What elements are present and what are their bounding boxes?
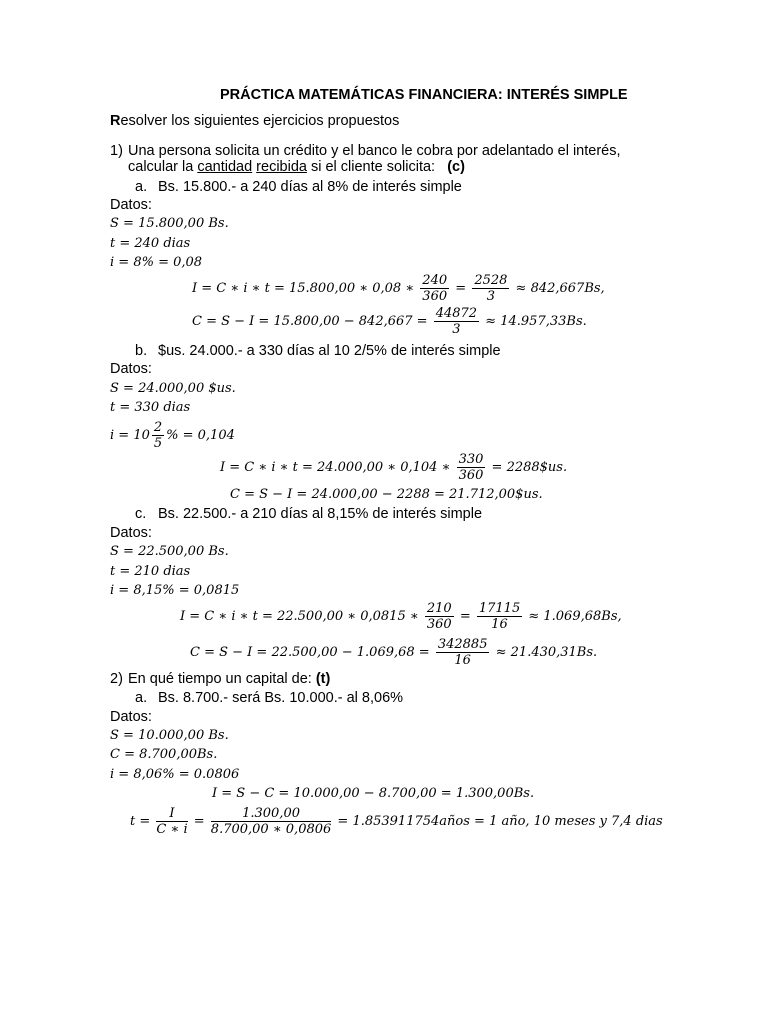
page-title: PRÁCTICA MATEMÁTICAS FINANCIERA: INTERÉS SIMPLE — [220, 87, 628, 103]
numerator: 210 — [426, 601, 452, 616]
formula-s: S = 10.000,00 Bs. — [110, 728, 229, 743]
formula-s: S = 15.800,00 Bs. — [110, 216, 229, 231]
problem-1-line1: Una persona solicita un crédito y el banco le cobra por adelantado el interés, — [128, 143, 621, 159]
numerator: 342885 — [437, 637, 488, 652]
eq-pre: t = — [130, 814, 151, 829]
problem-1-tag: (c) — [447, 159, 465, 175]
problem-2-text — [128, 670, 330, 688]
intro-initial: R — [110, 113, 121, 129]
underlined-recibida: recibida — [256, 159, 307, 175]
fraction — [156, 806, 187, 837]
formula-s: S = 24.000,00 $us. — [110, 381, 236, 396]
datos-label: Datos: — [110, 709, 152, 725]
item-1b-text: $us. 24.000.- a 330 días al 10 2/5% de interés simple — [158, 343, 501, 359]
numerator: 240 — [422, 273, 448, 288]
formula-i — [110, 420, 235, 451]
equation-time-2a — [130, 806, 663, 837]
denominator: 5 — [153, 436, 163, 451]
denominator: 3 — [452, 322, 461, 337]
problem-1-line2 — [128, 158, 465, 176]
denominator: 3 — [486, 289, 495, 304]
equation-interest-1c — [180, 601, 622, 632]
eq-post: ≈ 21.430,31Bs. — [495, 645, 598, 660]
equals: = — [455, 281, 467, 296]
numerator: 1.300,00 — [211, 806, 331, 822]
equals: = — [459, 609, 471, 624]
eq-post: = 1.853911754años = 1 año, 10 meses y 7,4 dias — [337, 814, 663, 829]
fraction — [472, 273, 509, 304]
formula-t: t = 210 dias — [110, 564, 191, 579]
fraction — [211, 806, 331, 837]
denominator: 16 — [491, 617, 508, 632]
denominator: 360 — [422, 289, 448, 304]
numerator: 44872 — [435, 306, 478, 321]
problem-1-line2-post: si el cliente solicita: — [306, 159, 436, 175]
problem-1-number: 1) — [110, 143, 123, 159]
fraction — [425, 601, 454, 632]
eq-pre: I = C ∗ i ∗ t = 22.500,00 ∗ 0,0815 ∗ — [180, 609, 419, 624]
problem-2-tag: (t) — [315, 671, 331, 687]
formula-t: t = 240 dias — [110, 236, 191, 251]
denominator: 8.700,00 ∗ 0,0806 — [210, 822, 332, 837]
item-1c-text: Bs. 22.500.- a 210 días al 8,15% de interés simple — [158, 506, 483, 522]
formula-i: i = 8% = 0,08 — [110, 255, 203, 270]
formula-c: C = 8.700,00Bs. — [110, 747, 218, 762]
fraction — [436, 637, 490, 668]
datos-label: Datos: — [110, 361, 152, 377]
eq-post: ≈ 1.069,68Bs, — [528, 609, 622, 624]
fraction — [420, 273, 449, 304]
formula-i: i = 8,06% = 0.0806 — [110, 767, 240, 782]
denominator: 360 — [458, 468, 484, 483]
fraction — [434, 306, 479, 337]
equation-interest-1b — [220, 452, 567, 483]
eq-pre: C = S − I = 15.800,00 − 842,667 = — [192, 314, 428, 329]
denominator: C ∗ i — [156, 822, 188, 837]
equation-interest-2a: I = S − C = 10.000,00 − 8.700,00 = 1.300,00Bs. — [212, 786, 535, 801]
numerator: 17115 — [478, 601, 521, 616]
problem-2-number: 2) — [110, 671, 123, 687]
eq-pre: I = C ∗ i ∗ t = 24.000,00 ∗ 0,104 ∗ — [220, 460, 451, 475]
item-1b-label: b. — [135, 343, 148, 359]
numerator: I — [156, 806, 187, 822]
item-2a-label: a. — [135, 690, 148, 706]
fraction — [152, 420, 164, 451]
problem-2-line: En qué tiempo un capital de: — [128, 671, 312, 687]
eq-post: ≈ 842,667Bs, — [515, 281, 605, 296]
eq-post: = 2288$us. — [491, 460, 568, 475]
fraction — [457, 452, 486, 483]
numerator: 2 — [153, 420, 163, 435]
item-1a-label: a. — [135, 179, 148, 195]
intro-text — [110, 112, 399, 130]
eq-pre: C = S − I = 22.500,00 − 1.069,68 = — [190, 645, 430, 660]
equation-interest-1a — [192, 273, 605, 304]
eq-post: % = 0,104 — [166, 428, 235, 443]
eq-pre: I = C ∗ i ∗ t = 15.800,00 ∗ 0,08 ∗ — [192, 281, 415, 296]
equals: = — [193, 814, 205, 829]
eq-post: ≈ 14.957,33Bs. — [485, 314, 587, 329]
datos-label: Datos: — [110, 525, 152, 541]
item-2a-text: Bs. 8.700.- será Bs. 10.000.- al 8,06% — [158, 690, 404, 706]
equation-capital-1b: C = S − I = 24.000,00 − 2288 = 21.712,00$us. — [230, 487, 543, 502]
problem-1-line2-pre: calcular la — [128, 159, 198, 175]
denominator: 360 — [426, 617, 452, 632]
numerator: 330 — [458, 452, 484, 467]
numerator: 2528 — [474, 273, 508, 288]
fraction — [477, 601, 522, 632]
item-1a-text: Bs. 15.800.- a 240 días al 8% de interés simple — [158, 179, 462, 195]
eq-pre: i = 10 — [110, 428, 150, 443]
denominator: 16 — [454, 653, 471, 668]
formula-s: S = 22.500,00 Bs. — [110, 544, 229, 559]
equation-capital-1c — [190, 637, 597, 668]
datos-label: Datos: — [110, 197, 152, 213]
intro-rest: esolver los siguientes ejercicios propuestos — [120, 113, 400, 129]
equation-capital-1a — [192, 306, 587, 337]
formula-t: t = 330 dias — [110, 400, 191, 415]
item-1c-label: c. — [135, 506, 147, 522]
formula-i: i = 8,15% = 0,0815 — [110, 583, 240, 598]
underlined-cantidad: cantidad — [197, 159, 253, 175]
